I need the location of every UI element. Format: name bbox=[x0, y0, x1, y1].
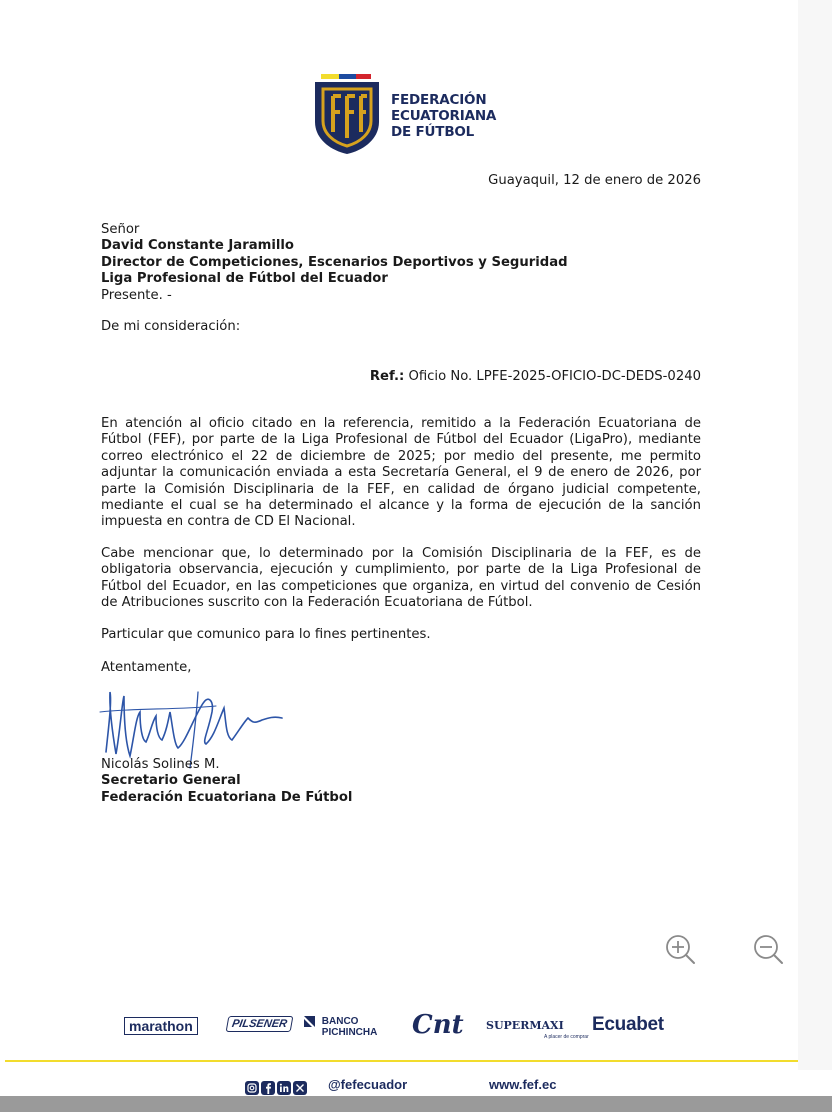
logo-line-2: ECUATORIANA bbox=[391, 108, 497, 124]
social-icons bbox=[245, 1077, 309, 1095]
recipient-position: Director de Competiciones, Escenarios Deportivos y Seguridad bbox=[101, 254, 568, 270]
sponsor-pichincha-logo bbox=[304, 1016, 377, 1038]
body-paragraph-1: En atención al oficio citado en la referencia, remitido a la Federación Ecuatoriana de Fútbol (FEF), por parte de la Liga Profesional de Fútbol del Ecuador (LigaPro), mediante correo electrónico el 22 de diciembre de 2025; por medio del presente, me permito adjuntar la comunicación enviada a esta Secretaría General, el 9 de enero de 2026, por parte la Comisión Disciplinaria de la FEF, en calidad de órgano judicial competente, mediante el cual se ha determinado el alcance y la forma de ejecución de la sanción impuesta en contra de CD El Nacional. bbox=[101, 416, 701, 530]
recipient-organization: Liga Profesional de Fútbol del Ecuador bbox=[101, 271, 388, 287]
recipient-name: David Constante Jaramillo bbox=[101, 238, 294, 254]
pichincha-mark-icon bbox=[304, 1016, 315, 1027]
reference-line bbox=[370, 369, 701, 385]
closing: Atentamente, bbox=[101, 660, 192, 675]
x-icon[interactable] bbox=[293, 1081, 307, 1095]
logo-line-1: FEDERACIÓN bbox=[391, 92, 487, 108]
facebook-icon[interactable] bbox=[261, 1081, 275, 1095]
sponsor-cnt-logo: Cnt bbox=[412, 1010, 464, 1040]
reference-value: Oficio No. LPFE-2025-OFICIO-DC-DEDS-0240 bbox=[408, 369, 701, 384]
pichincha-line-1: BANCO bbox=[321, 1016, 359, 1027]
sponsor-ecuabet-logo: Ecuabet bbox=[592, 1014, 664, 1035]
signer-block bbox=[101, 757, 352, 806]
signer-title: Secretario General bbox=[101, 773, 241, 789]
letter-date: Guayaquil, 12 de enero de 2026 bbox=[488, 173, 701, 188]
greeting: De mi consideración: bbox=[101, 319, 241, 334]
body-paragraph-2: Cabe mencionar que, lo determinado por la Comisión Disciplinaria de la FEF, es de obligatoria observancia, ejecución y cumplimiento, por parte de la Liga Profesional de Fútbol del Ecuador, en las competiciones que organiza, en virtud del convenio de Cesión de Atribuciones suscrito con la Federación Ecuatoriana de Fútbol. bbox=[101, 546, 701, 611]
fef-crest-icon bbox=[313, 74, 383, 158]
supermaxi-tagline: A placer de comprar bbox=[544, 1034, 589, 1040]
sponsor-strip bbox=[124, 1010, 684, 1046]
sponsor-marathon-logo: marathon bbox=[124, 1017, 198, 1035]
body-paragraph-3: Particular que comunico para lo fines pertinentes. bbox=[101, 627, 431, 642]
signer-organization: Federación Ecuatoriana De Fútbol bbox=[101, 789, 353, 805]
social-handle[interactable]: @fefecuador bbox=[328, 1077, 408, 1092]
logo-wordmark bbox=[391, 92, 496, 140]
recipient-salutation: Señor bbox=[101, 222, 140, 237]
sponsor-pilsener-logo: PILSENER bbox=[226, 1016, 294, 1032]
instagram-icon[interactable] bbox=[245, 1081, 259, 1095]
viewer-bottom-bar bbox=[0, 1096, 832, 1112]
sponsor-supermaxi-logo: SUPERMAXI bbox=[486, 1019, 564, 1032]
website-link[interactable]: www.fef.ec bbox=[489, 1077, 557, 1092]
signer-name: Nicolás Solines M. bbox=[101, 757, 220, 772]
viewer-margin bbox=[798, 0, 832, 1070]
reference-label: Ref.: bbox=[369, 369, 405, 384]
pichincha-line-2: PICHINCHA bbox=[321, 1027, 378, 1038]
zoom-out-icon[interactable] bbox=[751, 932, 785, 966]
fef-logo bbox=[313, 74, 513, 158]
recipient-presente: Presente. - bbox=[101, 287, 172, 303]
footer-divider bbox=[5, 1060, 798, 1062]
recipient-block bbox=[101, 222, 568, 304]
linkedin-icon[interactable] bbox=[277, 1081, 291, 1095]
zoom-in-icon[interactable] bbox=[663, 932, 697, 966]
logo-line-3: DE FÚTBOL bbox=[391, 124, 475, 140]
